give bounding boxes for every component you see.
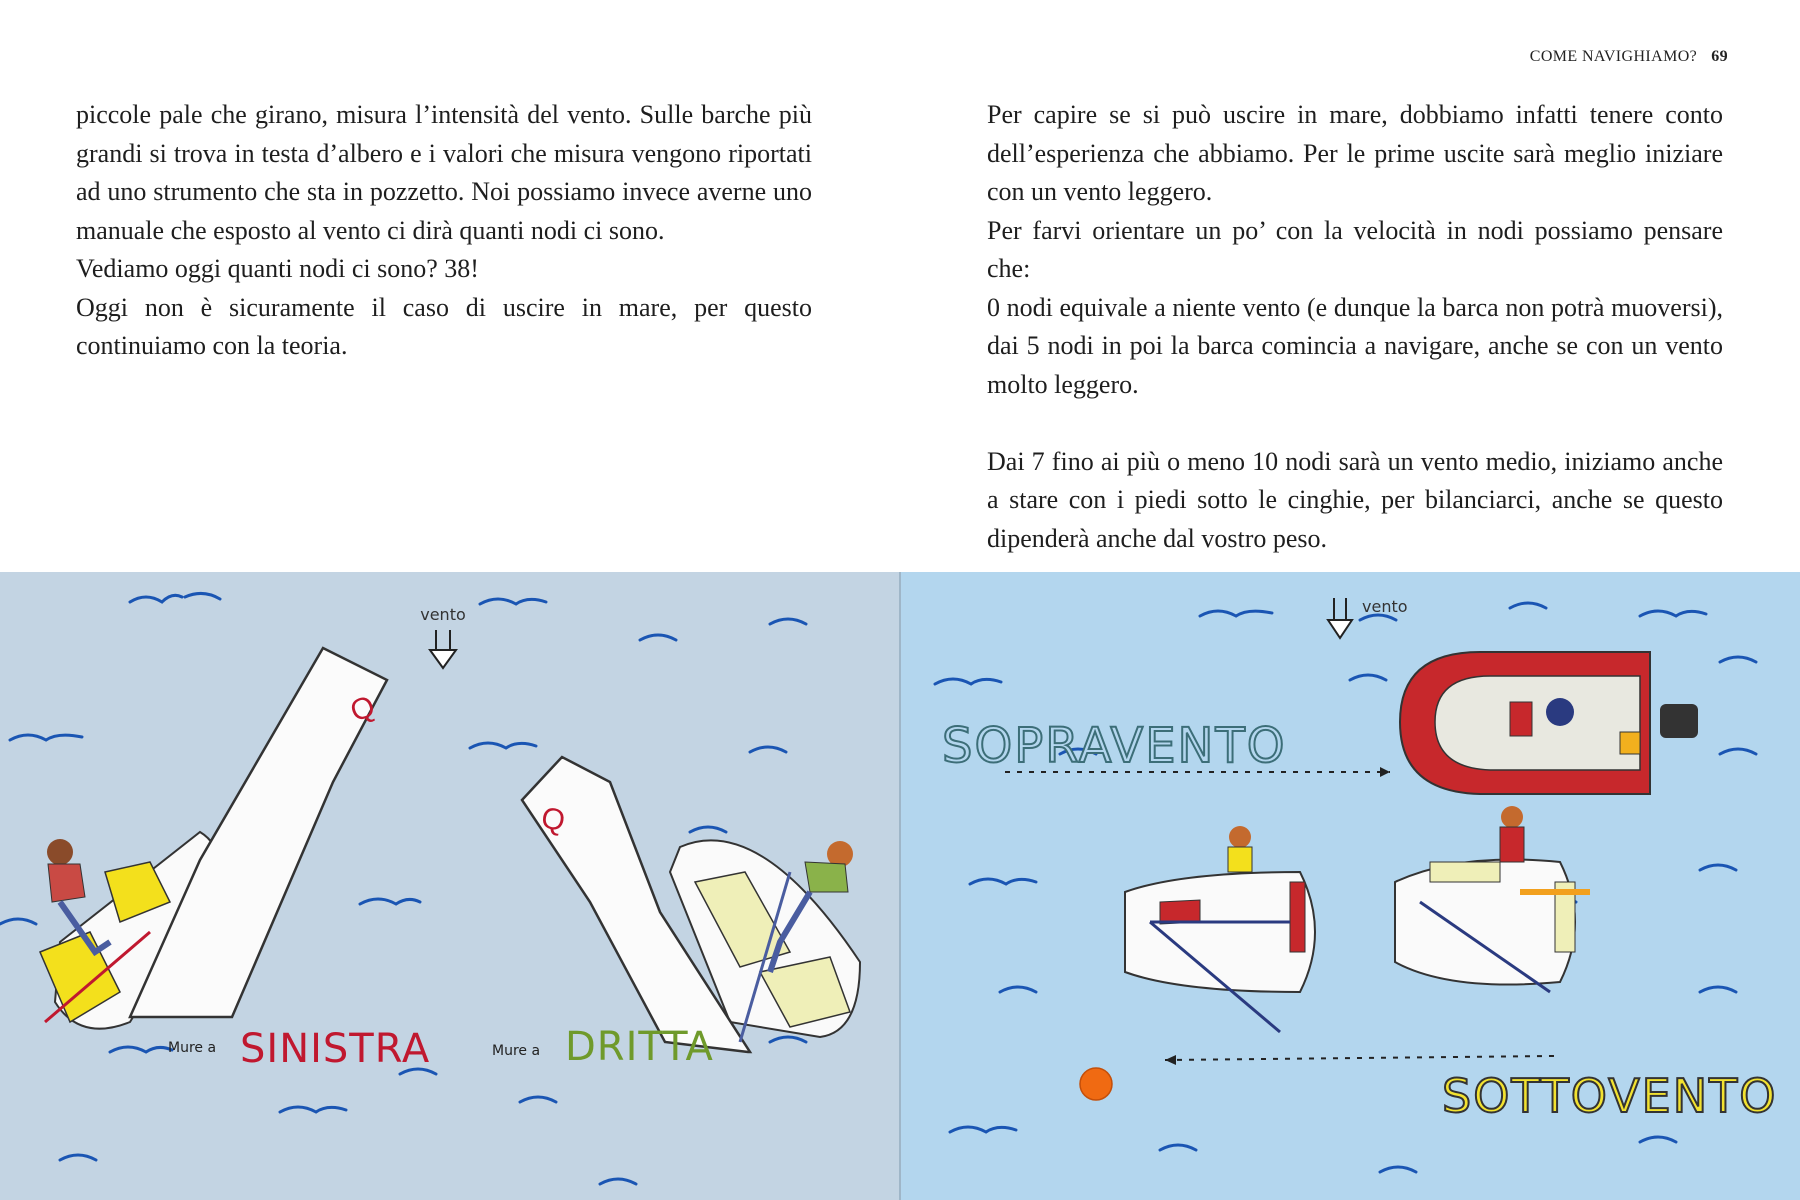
chapter-title: COME NAVIGHIAMO? [1529,48,1698,65]
paragraph-gap [987,404,1723,443]
sailor-head [1501,806,1523,828]
caption-prefix: Mure a [168,1040,217,1056]
label-sopravento: SOPRAVENTO [942,718,1287,774]
page-number: 69 [1711,48,1728,65]
paragraph: Per capire se si può uscire in mare, dobbiamo infatti tenere conto dell’esperienza che abbiamo. Per le prime uscite sarà meglio iniziare con un vento leggero. [987,100,1723,206]
paragraph: 0 nodi equivale a niente vento (e dunque la barca non potrà muoversi), dai 5 nodi in poi la barca comincia a navigare, anche se con un vento molto leggero. [987,292,1723,399]
paragraph: Per farvi orientare un po’ con la velocità in nodi possiamo pensare che: [987,215,1723,283]
paragraph: Dai 7 fino ai più o meno 10 nodi sarà un vento medio, iniziamo anche a stare con i piedi sotto le cinghie, per bilanciarci, anche se questo dipenderà anche dal vostro peso. [987,446,1723,553]
paragraph: Oggi non è sicuramente il caso di uscire in mare, per questo continuiamo con la teoria. [76,292,812,360]
right-text-column [987,96,1723,558]
wind-label: vento [1362,597,1408,616]
sailor-head [1229,826,1251,848]
label-sottovento: SOTTOVENTO [1442,1069,1778,1123]
running-header [1530,48,1728,66]
sailor-head [47,839,73,865]
caption-sinistra: SINISTRA [240,1026,431,1072]
caption-prefix: Mure a [492,1043,541,1059]
sailing-illustration [0,572,1800,1200]
left-text-column [76,96,812,366]
buoy [1080,1068,1112,1100]
caption-dritta: DRITTA [565,1024,714,1070]
driver [1546,698,1574,726]
wind-label: vento [420,605,466,624]
paragraph: piccole pale che girano, misura l’intensità del vento. Sulle barche più grandi si trova in testa d’albero e i valori che misura vengono riportati ad uno strumento che sta in pozzetto. Noi possiamo invece averne uno manuale che esposto al vento ci dirà quanti nodi ci sono. [76,100,812,245]
outboard-motor [1660,704,1698,738]
paragraph: Vediamo oggi quanti nodi ci sono? 38! [76,254,479,283]
sail-letter: Q [346,689,380,729]
sail-letter: Q [538,801,568,838]
